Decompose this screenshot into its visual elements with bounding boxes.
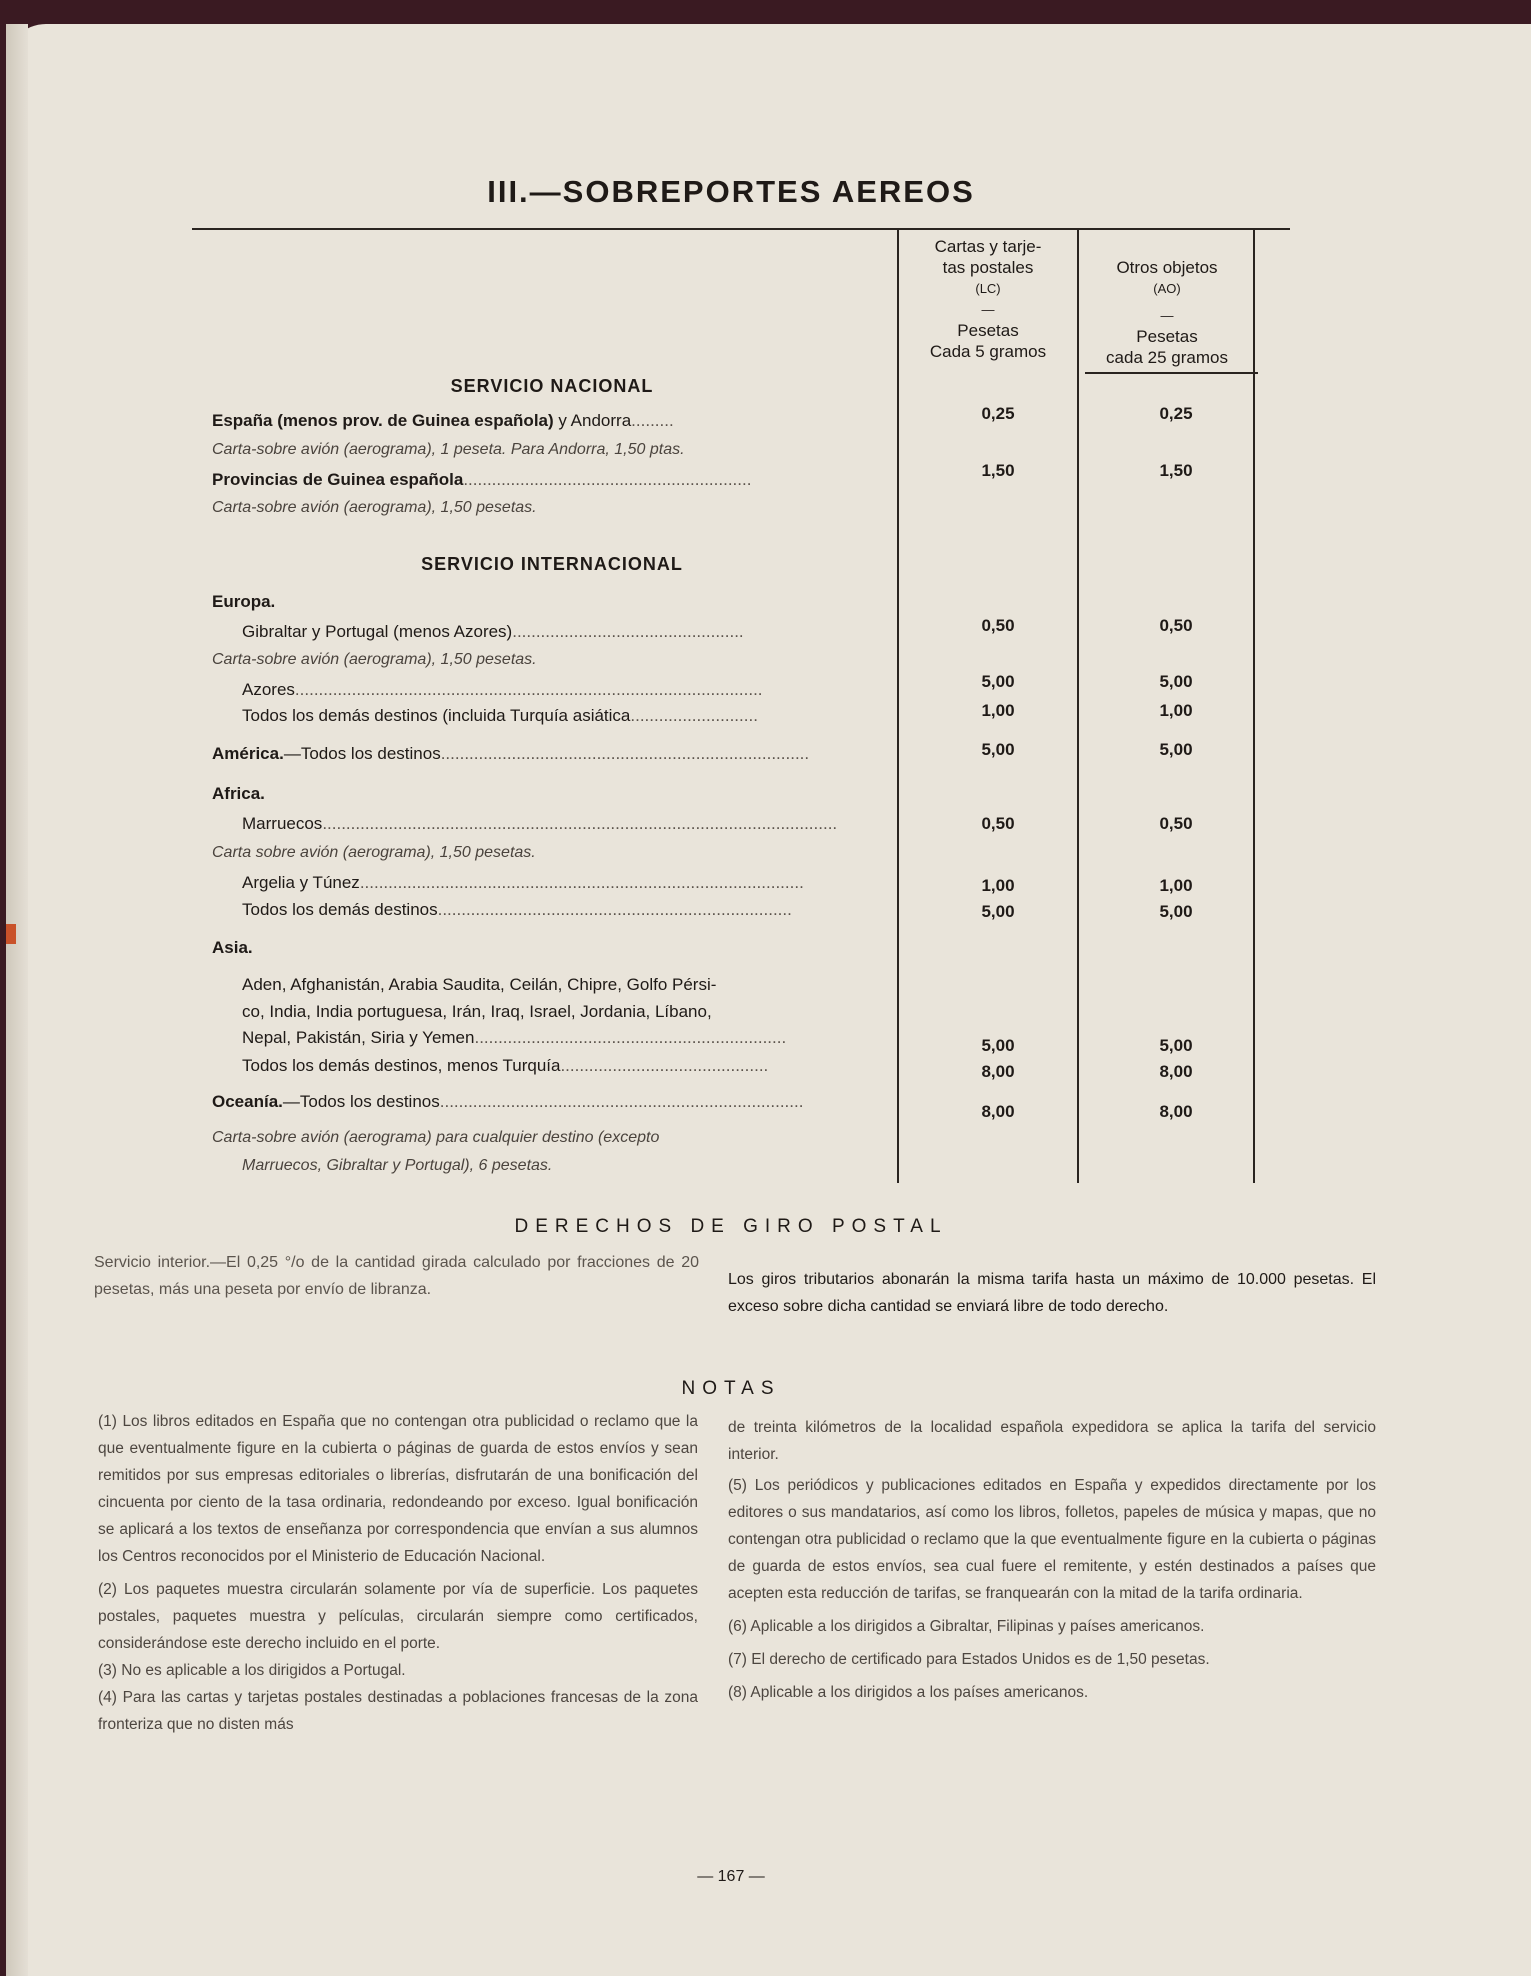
value-europa-demas-lc: 1,00 <box>981 701 1015 720</box>
row-africa-demas: Todos los demás destinos........................................................................... <box>242 900 792 919</box>
column-divider-left <box>897 228 899 1183</box>
header-rule-ao <box>1085 372 1258 374</box>
nota-2: (2) Los paquetes muestra circularán solamente por vía de superficie. Los paquetes postales, paquetes muestra y películas, circularán siempre como certificados, considerándose este derecho incluido en el porte. <box>98 1581 698 1652</box>
title-rule <box>192 228 1290 230</box>
value-marruecos-lc: 0,50 <box>981 814 1015 833</box>
region-oceania-label: Oceanía. <box>212 1092 283 1111</box>
value-africa-demas-ao: 5,00 <box>1159 902 1193 921</box>
note-oceania-2: Marruecos, Gibraltar y Portugal), 6 pesetas. <box>242 1157 553 1174</box>
row-azores: Azores................................................................................................... <box>242 680 763 699</box>
value-gibraltar-lc: 0,50 <box>981 616 1015 635</box>
row-gibraltar-portugal-label: Gibraltar y Portugal (menos Azores) <box>242 622 513 641</box>
value-espana-lc: 0,25 <box>981 404 1015 423</box>
asia-line-1: Aden, Afghanistán, Arabia Saudita, Ceilán, Chipre, Golfo Pérsi- <box>242 975 717 994</box>
lc-header-unit: Pesetas <box>957 321 1019 340</box>
region-europa-label: Europa. <box>212 592 276 611</box>
value-guinea-lc: 1,50 <box>981 461 1015 480</box>
note-oceania-1: Carta-sobre avión (aerograma) para cualquier destino (excepto <box>212 1129 660 1146</box>
value-marruecos-ao: 0,50 <box>1159 814 1193 833</box>
asia-line-3: Nepal, Pakistán, Siria y Yemen <box>242 1028 475 1047</box>
row-europa-demas: Todos los demás destinos (incluida Turquía asiática........................... <box>242 706 758 725</box>
notas-left-column <box>98 1408 698 1738</box>
region-europa <box>212 592 275 612</box>
row-oceania-rest: —Todos los destinos <box>282 1092 440 1111</box>
row-azores-label: Azores <box>242 680 295 699</box>
value-asia-demas-lc: 8,00 <box>981 1062 1015 1081</box>
value-oceania-ao: 8,00 <box>1159 1102 1193 1121</box>
lc-header-code: (LC) <box>975 281 1001 296</box>
value-africa-demas-lc: 5,00 <box>981 902 1015 921</box>
lc-header-line1: Cartas y tarje- <box>934 237 1042 256</box>
row-guinea: Provincias de Guinea española............................................................. <box>212 470 752 489</box>
row-gibraltar-portugal: Gibraltar y Portugal (menos Azores)................................................. <box>242 622 744 641</box>
note-africa: Carta sobre avión (aerograma), 1,50 pesetas. <box>212 844 536 861</box>
region-africa-label: Africa. <box>212 784 265 803</box>
section-heading-nacional: SERVICIO NACIONAL <box>450 376 654 396</box>
value-asia-demas-ao: 8,00 <box>1159 1062 1193 1081</box>
notas-right-column <box>728 1414 1376 1706</box>
column-header-ao <box>1079 257 1255 368</box>
giro-right-text: Los giros tributarios abonarán la misma tarifa hasta un máximo de 10.000 pesetas. El exceso sobre dicha cantidad se enviará libre de todo derecho. <box>728 1271 1376 1315</box>
lc-header-line2: tas postales <box>942 258 1034 277</box>
note-espana: Carta-sobre avión (aerograma), 1 peseta. Para Andorra, 1,50 ptas. <box>212 441 685 458</box>
nota-6: (6) Aplicable a los dirigidos a Gibraltar, Filipinas y países americanos. <box>728 1618 1205 1635</box>
nota-1: (1) Los libros editados en España que no contengan otra publicidad o reclamo que la que eventualmente figure en la cubierta o páginas de guarda de estos envíos y sean remitidos por sus empresas editoriales o librerías, disfrutarán de una bonificación del cincuenta por ciento de la tasa ordinaria, redondeando por exceso. Igual bonificación se aplicará a los textos de enseñanza por correspondencia que envían a sus alumnos los Centros reconocidos por el Ministerio de Educación Nacional. <box>98 1413 698 1565</box>
row-espana: España (menos prov. de Guinea española) y Andorra......... <box>212 411 674 430</box>
value-asia-ao: 5,00 <box>1159 1036 1193 1055</box>
row-marruecos-label: Marruecos <box>242 814 323 833</box>
row-asia-demas: Todos los demás destinos, menos Turquía............................................ <box>242 1056 769 1075</box>
value-guinea-ao: 1,50 <box>1159 461 1193 480</box>
value-azores-lc: 5,00 <box>981 672 1015 691</box>
row-oceania: Oceanía.—Todos los destinos............................................................................. <box>212 1092 804 1111</box>
ao-header-dash: — <box>1160 308 1174 323</box>
row-america: América.—Todos los destinos.............................................................................. <box>212 744 810 763</box>
column-divider-middle <box>1077 228 1079 1183</box>
value-america-ao: 5,00 <box>1159 740 1193 759</box>
row-europa-demas-label: Todos los demás destinos (incluida Turquía asiática <box>242 706 631 725</box>
note-europa: Carta-sobre avión (aerograma), 1,50 pesetas. <box>212 651 537 668</box>
value-europa-demas-ao: 1,00 <box>1159 701 1193 720</box>
row-espana-rest: y Andorra <box>553 411 632 430</box>
notas-heading: NOTAS <box>681 1378 781 1399</box>
ao-header-per: cada 25 gramos <box>1106 348 1228 367</box>
ao-header-code: (AO) <box>1153 281 1181 296</box>
row-argelia-label: Argelia y Túnez <box>242 873 360 892</box>
row-asia-demas-label: Todos los demás destinos, menos Turquía <box>242 1056 561 1075</box>
nota-7: (7) El derecho de certificado para Estados Unidos es de 1,50 pesetas. <box>728 1651 1210 1668</box>
book-page <box>6 24 1531 1976</box>
nota-4: (4) Para las cartas y tarjetas postales destinadas a poblaciones francesas de la zona fronteriza que no disten más <box>98 1689 698 1733</box>
value-argelia-lc: 1,00 <box>981 876 1015 895</box>
ao-header-line1: Otros objetos <box>1116 258 1218 277</box>
row-africa-demas-label: Todos los demás destinos <box>242 900 438 919</box>
value-gibraltar-ao: 0,50 <box>1159 616 1193 635</box>
asia-line-2: co, India, India portuguesa, Irán, Iraq, Israel, Jordania, Líbano, <box>242 1002 712 1021</box>
column-header-lc <box>899 236 1077 362</box>
row-america-rest: —Todos los destinos <box>283 744 441 763</box>
row-argelia: Argelia y Túnez.............................................................................................. <box>242 873 804 892</box>
row-marruecos: Marruecos............................................................................................................. <box>242 814 838 833</box>
row-espana-label: España (menos prov. de Guinea española) <box>212 411 554 430</box>
page-number: — 167 — <box>697 1868 765 1885</box>
value-argelia-ao: 1,00 <box>1159 876 1193 895</box>
value-espana-ao: 0,25 <box>1159 404 1193 423</box>
nota-8: (8) Aplicable a los dirigidos a los países americanos. <box>728 1684 1089 1701</box>
page-binding <box>6 24 28 1976</box>
note-guinea: Carta-sobre avión (aerograma), 1,50 pesetas. <box>212 499 537 516</box>
page-title: III.—SOBREPORTES AEREOS <box>487 174 975 209</box>
edge-marker <box>6 924 16 944</box>
region-america-label: América. <box>212 744 284 763</box>
value-asia-lc: 5,00 <box>981 1036 1015 1055</box>
lc-header-per: Cada 5 gramos <box>929 342 1047 361</box>
giro-left-text: Servicio interior.—El 0,25 °/o de la cantidad girada calculado por fracciones de 20 pesetas, más una peseta por envío de libranza. <box>94 1254 699 1298</box>
value-azores-ao: 5,00 <box>1159 672 1193 691</box>
row-guinea-label: Provincias de Guinea española <box>212 470 464 489</box>
region-africa <box>212 784 265 804</box>
ao-header-unit: Pesetas <box>1136 327 1198 346</box>
nota-5: (5) Los periódicos y publicaciones editados en España y expedidos directamente por los editores o sus mandatarios, así como los libros, folletos, papeles de música y mapas, que no contengan otra publicidad o reclamo que la que eventualmente figure en la cubierta o páginas de guarda de estos envíos, sea cual fuere el remitente, y estén destinados a países que acepten esta reducción de tarifas, se franquearán con la mitad de la tarifa ordinaria. <box>728 1477 1376 1602</box>
value-america-lc: 5,00 <box>981 740 1015 759</box>
row-asia-paises: Nepal, Pakistán, Siria y Yemen.................................................................. <box>242 1028 787 1047</box>
region-asia-label: Asia. <box>212 938 253 957</box>
lc-header-dash: — <box>981 302 995 317</box>
region-asia <box>212 938 253 958</box>
nota-4-cont: de treinta kilómetros de la localidad española expedidora se aplica la tarifa del servicio interior. <box>728 1419 1376 1463</box>
giro-heading: DERECHOS DE GIRO POSTAL <box>514 1216 948 1237</box>
nota-3: (3) No es aplicable a los dirigidos a Portugal. <box>98 1662 406 1679</box>
value-oceania-lc: 8,00 <box>981 1102 1015 1121</box>
section-heading-internacional: SERVICIO INTERNACIONAL <box>421 554 683 574</box>
